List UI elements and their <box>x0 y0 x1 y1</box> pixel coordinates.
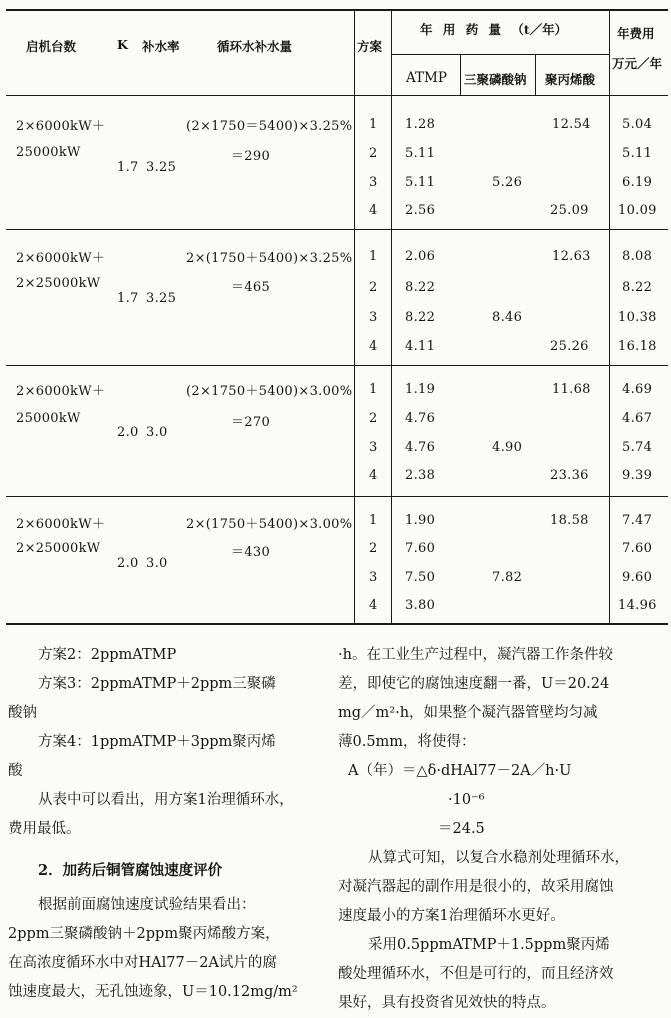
right-line-2: 差，即使它的腐蚀速度翻一番，U＝20.24 <box>338 676 610 692</box>
left-line-conclusion-a: 从表中可以看出，用方案1治理循环水， <box>38 792 294 808</box>
group2-row1-scheme: 1 <box>369 249 378 264</box>
group1-row4-atmp: 2.56 <box>405 203 436 218</box>
col-line-stp-right <box>535 55 536 95</box>
left-line-scheme3-b: 酸钠 <box>8 705 37 721</box>
group2-row1-cost: 8.08 <box>622 249 653 264</box>
group2-row1-atmp: 2.06 <box>405 249 436 264</box>
group2-makeup-line2: ＝465 <box>231 280 271 295</box>
left-column <box>8 641 328 1007</box>
group3-row4-cost: 9.39 <box>622 468 653 483</box>
group4-row3-cost: 9.60 <box>622 570 653 585</box>
group3-row2-cost: 4.67 <box>622 411 653 426</box>
group2-units-line1: 2×6000kW＋ <box>16 251 106 266</box>
group3-row4-scheme: 4 <box>369 468 378 483</box>
group3-units-line2: 25000kW <box>16 411 81 426</box>
header-makeup-rate: 补水率 <box>142 39 180 54</box>
group1-row2-cost: 5.11 <box>622 146 653 161</box>
col-line-atmp-right <box>460 55 461 95</box>
group1-row2-scheme: 2 <box>369 146 378 161</box>
group1-makeup-line1: (2×1750＝5400)×3.25% <box>186 119 353 134</box>
table-top-rule <box>6 9 668 11</box>
group-divider-3 <box>6 496 668 497</box>
group2-row3-atmp: 8.22 <box>405 310 436 325</box>
group4-row2-atmp: 7.60 <box>405 541 436 556</box>
header-cost-line2: 万元／年 <box>612 56 663 71</box>
right-column <box>338 641 668 1018</box>
group3-row2-atmp: 4.76 <box>405 411 436 426</box>
group1-row3-scheme: 3 <box>369 175 378 190</box>
group2-makeup-line1: 2×(1750＋5400)×3.25% <box>186 251 353 266</box>
group3-row4-atmp: 2.38 <box>405 468 436 483</box>
group1-row3-atmp: 5.11 <box>405 175 436 190</box>
group2-row1-paa: 12.63 <box>552 249 591 264</box>
group4-row2-scheme: 2 <box>369 541 378 556</box>
right-line-4: 薄0.5mm，将使得： <box>338 734 476 750</box>
group3-makeup-line2: ＝270 <box>231 415 271 430</box>
group4-row4-atmp: 3.80 <box>405 598 436 613</box>
group3-row3-scheme: 3 <box>369 440 378 455</box>
group2-k: 1.7 <box>117 291 139 306</box>
right-line-6: 对凝汽器起的副作用是很小的，故采用腐蚀 <box>338 879 614 895</box>
header-bottom-rule <box>6 95 668 96</box>
col-line-scheme-left <box>354 10 355 623</box>
table-bottom-rule <box>6 623 668 625</box>
group1-rate: 3.25 <box>146 160 177 175</box>
group3-row4-paa: 23.36 <box>550 468 589 483</box>
formula-line-1: A（年）＝△δ·dHAl77－2A／h·U <box>348 763 572 779</box>
right-line-10: 果好，具有投资省见效快的特点。 <box>338 995 556 1011</box>
group1-row2-atmp: 5.11 <box>405 146 436 161</box>
header-stp: 三聚磷酸钠 <box>464 72 527 87</box>
group2-row2-cost: 8.22 <box>622 280 653 295</box>
left-line-scheme4-b: 酸 <box>8 763 23 779</box>
group1-row4-cost: 10.09 <box>618 203 657 218</box>
group4-row2-cost: 7.60 <box>622 541 653 556</box>
right-line-1: ·h。在工业生产过程中，凝汽器工作条件较 <box>338 647 613 663</box>
group1-row4-scheme: 4 <box>369 203 378 218</box>
group2-row2-atmp: 8.22 <box>405 280 436 295</box>
group2-row4-paa: 25.26 <box>550 339 589 354</box>
group4-row1-cost: 7.47 <box>622 513 653 528</box>
left-line-scheme2: 方案2：2ppmATMP <box>38 647 177 663</box>
group1-row1-cost: 5.04 <box>622 117 653 132</box>
group3-row1-atmp: 1.19 <box>405 382 436 397</box>
group4-row1-atmp: 1.90 <box>405 513 436 528</box>
group4-row4-scheme: 4 <box>369 598 378 613</box>
formula-line-2: ·10⁻⁶ <box>448 792 485 808</box>
group1-row3-cost: 6.19 <box>622 175 653 190</box>
section-title: 2．加药后铜管腐蚀速度评价 <box>38 862 223 879</box>
group4-row4-cost: 14.96 <box>618 598 657 613</box>
group2-row4-cost: 16.18 <box>618 339 657 354</box>
header-cost-line1: 年费用 <box>617 26 655 41</box>
group1-row1-scheme: 1 <box>369 117 378 132</box>
dosage-subheader-rule <box>391 54 609 55</box>
header-k: K <box>117 37 128 52</box>
left-line-scheme4-a: 方案4：1ppmATMP＋3ppm聚丙烯 <box>38 734 276 750</box>
group4-rate: 3.0 <box>146 556 168 571</box>
header-units: 启机台数 <box>26 39 77 54</box>
group1-k: 1.7 <box>117 160 139 175</box>
group2-stp: 8.46 <box>492 310 523 325</box>
group4-stp: 7.82 <box>492 570 523 585</box>
group3-row2-scheme: 2 <box>369 411 378 426</box>
group3-row3-atmp: 4.76 <box>405 440 436 455</box>
group1-stp: 5.26 <box>492 175 523 190</box>
left-line-conclusion-b: 费用最低。 <box>8 821 81 837</box>
header-atmp: ATMP <box>406 70 447 86</box>
right-line-5: 从算式可知，以复合水稳剂处理循环水， <box>368 850 629 866</box>
left-line-results-d: 蚀速度最大，无孔蚀迹象，U＝10.12mg/m² <box>8 984 298 1000</box>
right-line-9: 酸处理循环水，不但是可行的，而且经济效 <box>338 966 614 982</box>
group3-rate: 3.0 <box>146 425 168 440</box>
group2-rate: 3.25 <box>146 291 177 306</box>
group1-units-line2: 25000kW <box>16 145 81 160</box>
header-circ-makeup: 循环水补水量 <box>217 39 293 54</box>
left-line-scheme3-a: 方案3：2ppmATMP＋2ppm三聚磷 <box>38 676 276 692</box>
right-line-7: 速度最小的方案1治理循环水更好。 <box>338 908 565 924</box>
group4-makeup-line1: 2×(1750＋5400)×3.00% <box>186 517 353 532</box>
group2-row4-atmp: 4.11 <box>405 339 436 354</box>
group1-makeup-line2: ＝290 <box>231 149 271 164</box>
group2-row3-scheme: 3 <box>369 310 378 325</box>
group2-units-line2: 2×25000kW <box>16 276 101 291</box>
group4-k: 2.0 <box>117 556 139 571</box>
group2-row4-scheme: 4 <box>369 339 378 354</box>
group1-row4-paa: 25.09 <box>550 203 589 218</box>
group3-units-line1: 2×6000kW＋ <box>16 384 106 399</box>
group1-row1-paa: 12.54 <box>552 117 591 132</box>
group4-units-line1: 2×6000kW＋ <box>16 517 106 532</box>
group4-row3-scheme: 3 <box>369 570 378 585</box>
group3-row1-cost: 4.69 <box>622 382 653 397</box>
group3-row3-cost: 5.74 <box>622 440 653 455</box>
group3-row1-scheme: 1 <box>369 382 378 397</box>
col-line-dosage-right <box>609 10 610 623</box>
header-scheme: 方案 <box>357 39 383 54</box>
header-paa: 聚丙烯酸 <box>545 72 596 87</box>
group4-row1-paa: 18.58 <box>550 513 589 528</box>
group4-row1-scheme: 1 <box>369 513 378 528</box>
group4-makeup-line2: ＝430 <box>231 545 271 560</box>
formula-line-3: ＝24.5 <box>438 821 485 837</box>
group2-row2-scheme: 2 <box>369 280 378 295</box>
header-dosage-group: 年 用 药 量 （t／年） <box>420 22 568 37</box>
right-line-3: mg／m²·h，如果整个凝汽器管壁均匀减 <box>338 705 598 721</box>
group-divider-2 <box>6 365 668 366</box>
group-divider-1 <box>6 229 668 230</box>
group1-units-line1: 2×6000kW＋ <box>16 119 106 134</box>
group4-units-line2: 2×25000kW <box>16 541 101 556</box>
group2-row3-cost: 10.38 <box>618 310 657 325</box>
right-line-8: 采用0.5ppmATMP＋1.5ppm聚丙烯 <box>368 937 610 953</box>
group3-makeup-line1: (2×1750＋5400)×3.00% <box>186 384 353 399</box>
left-line-results-c: 在高浓度循环水中对HAl77－2A试片的腐 <box>8 955 277 971</box>
group3-row1-paa: 11.68 <box>552 382 591 397</box>
group3-stp: 4.90 <box>492 440 523 455</box>
left-line-results-b: 2ppm三聚磷酸钠＋2ppm聚丙烯酸方案， <box>8 926 280 942</box>
left-line-results-a: 根据前面腐蚀速度试验结果看出： <box>38 897 256 913</box>
col-line-scheme-right <box>391 10 392 623</box>
group1-row1-atmp: 1.28 <box>405 117 436 132</box>
group3-k: 2.0 <box>117 425 139 440</box>
group4-row3-atmp: 7.50 <box>405 570 436 585</box>
